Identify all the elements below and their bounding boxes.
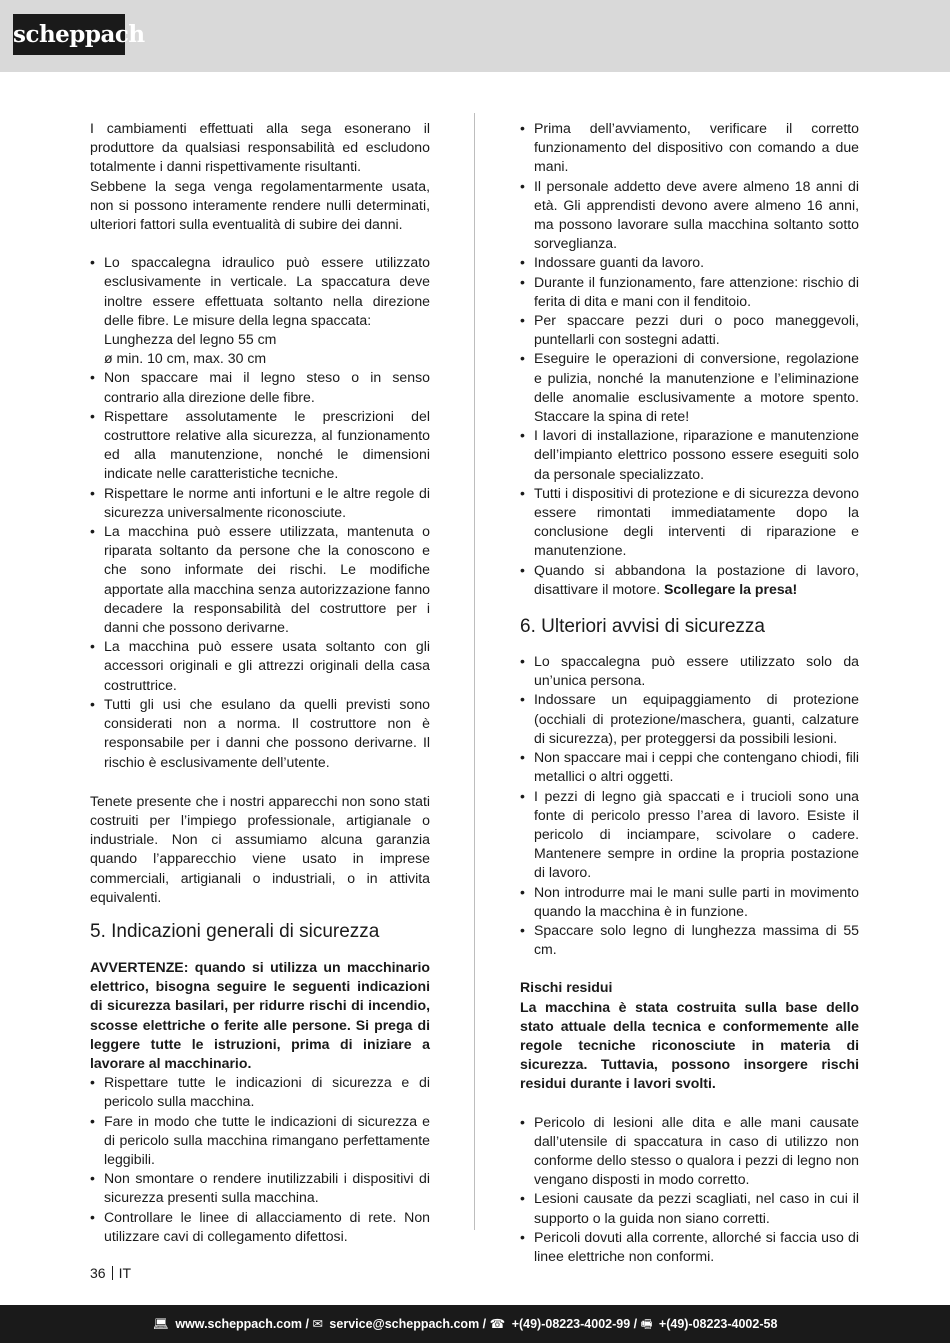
residual-risks-paragraph: La macchina è stata costruita sulla base dello stato attuale della tecnica e conformemente alle regole tecniche riconosciute in materia di sicurezza. Tuttavia, possono insorgere rischi residui durante i lavori svolti.: [520, 998, 859, 1092]
usage-bullet-list: [90, 253, 430, 771]
section-5-heading: 5. Indicazioni generali di sicurezza: [90, 920, 380, 942]
list-item: • Controllare le linee di allacciamento di rete. Non utilizzare cavi di collegamento difettosi.: [90, 1208, 430, 1246]
list-item: • Non spaccare mai i ceppi che contengano chiodi, fili metallici o altri oggetti.: [520, 748, 859, 786]
list-item: • Rispettare assolutamente le prescrizioni del costruttore relative alla sicurezza, al funzionamento ed alla manutenzione, nonché le dimensioni indicate nelle caratteristiche tecniche.: [90, 407, 430, 484]
list-item: • Rispettare le norme anti infortuni e le altre regole di sicurezza universalmente riconosciute.: [90, 484, 430, 522]
section-6-bullet-list: [520, 652, 859, 959]
list-item: • Non smontare o rendere inutilizzabili i dispositivi di sicurezza presenti sulla macchina.: [90, 1169, 430, 1207]
footer-bar: [0, 1305, 950, 1343]
list-item: • Quando si abbandona la postazione di lavoro, disattivare il motore. Scollegare la presa!: [520, 561, 859, 599]
computer-icon: 💻︎: [153, 1317, 169, 1331]
list-item: • Lo spaccalegna può essere utilizzato solo da un’unica persona.: [520, 652, 859, 690]
fax-icon: 🖷︎: [640, 1317, 653, 1331]
operation-bullet-list: [520, 119, 859, 599]
residual-risks-bullet-list: [520, 1113, 859, 1267]
list-item: • Fare in modo che tutte le indicazioni di sicurezza e di pericolo sulla macchina rimangano perfettamente leggibili.: [90, 1112, 430, 1170]
list-item: • Pericoli dovuti alla corrente, allorché si faccia uso di linee elettriche non conformi.: [520, 1228, 859, 1266]
list-item: • Non introdurre mai le mani sulle parti in movimento quando la macchina è in funzione.: [520, 883, 859, 921]
list-item: • Tutti gli usi che esulano da quelli previsti sono considerati non a norma. Il costruttore non è responsabile per i danni che possono derivarne. Il rischio è esclusivamente dell’utente.: [90, 695, 430, 772]
list-item: • I lavori di installazione, riparazione e manutenzione dell’impianto elettrico possono essere eseguiti solo da personale specializzato.: [520, 426, 859, 484]
column-divider: [474, 113, 475, 1230]
list-item: • Pericolo di lesioni alle dita e alle mani causate dall’utensile di spaccatura in caso di utilizzo non conforme dello stesso o qualora i pezzi di legno non vengano disposti in modo corretto.: [520, 1113, 859, 1190]
list-item: • Rispettare tutte le indicazioni di sicurezza e di pericolo sulla macchina.: [90, 1073, 430, 1111]
list-item: • La macchina può essere utilizzata, mantenuta o riparata soltanto da persone che la conoscono e che sono informate dei rischi. Le modifiche apportate alla macchina senza autorizzazione fanno decadere la responsabilità del costruttore per i danni che possono derivarne.: [90, 522, 430, 637]
list-item: • Lesioni causate da pezzi scagliati, nel caso in cui il supporto o la guida non siano corretti.: [520, 1189, 859, 1227]
phone-number: +(49)-08223-4002-99 /: [511, 1317, 638, 1331]
list-item: • Non spaccare mai il legno steso o in senso contrario alla direzione delle fibre.: [90, 368, 430, 406]
list-item: • La macchina può essere usata soltanto con gli accessori originali e gli attrezzi originali della casa costruttrice.: [90, 637, 430, 695]
intro-paragraph-1: I cambiamenti effettuati alla sega esonerano il produttore da qualsiasi responsabilità ed escludono totalmente i danni rispettivamente risultanti.: [90, 120, 430, 175]
fax-number: +(49)-08223-4002-58: [658, 1317, 778, 1331]
right-column: [520, 119, 859, 1266]
list-item: • Per spaccare pezzi duri o poco maneggevoli, puntellarli con sostegni adatti.: [520, 311, 859, 349]
phone-icon: ☎︎: [489, 1317, 506, 1331]
list-item: • I pezzi di legno già spaccati e i trucioli sono una fonte di pericolo presso l’area di lavoro. Esiste il pericolo di inciampare, scivolare o cadere. Mantenere sempre in ordine la propria postazione di lavoro.: [520, 787, 859, 883]
page-number: 36 IT: [90, 1265, 132, 1281]
list-item: • Lo spaccalegna idraulico può essere utilizzato esclusivamente in verticale. La spaccatura deve inoltre essere effettuata soltanto nella direzione delle fibre. Le misure della legna spaccata: Lunghezza del legno 55 cm ø min. 10 cm, max. 30 cm: [90, 253, 430, 368]
website-link[interactable]: www.scheppach.com /: [175, 1317, 309, 1331]
list-item: • Tutti i dispositivi di protezione e di sicurezza devono essere rimontati immediatamente dopo la conclusione degli interventi di riparazione e manutenzione.: [520, 484, 859, 561]
mail-icon: ✉︎: [312, 1317, 323, 1331]
list-item: • Eseguire le operazioni di conversione, regolazione e pulizia, nonché la manutenzione e l’eliminazione delle anomalie esclusivamente a motore spento. Staccare la spina di rete!: [520, 349, 859, 426]
residual-risks-heading: Rischi residui: [520, 979, 613, 996]
list-item: • Il personale addetto deve avere almeno 18 anni di età. Gli apprendisti devono avere almeno 16 anni, ma possono lavorare sulla macchina soltanto sotto sorveglianza.: [520, 177, 859, 254]
language-code: IT: [118, 1265, 132, 1281]
list-item: • Prima dell’avviamento, verificare il corretto funzionamento del dispositivo con comando a due mani.: [520, 119, 859, 177]
section-5-bullet-list: [90, 1073, 430, 1246]
list-item: • Spaccare solo legno di lunghezza massima di 55 cm.: [520, 921, 859, 959]
warning-paragraph: AVVERTENZE: quando si utilizza un macchinario elettrico, bisogna seguire le seguenti indicazioni di sicurezza basilari, per ridurre rischi di incendio, scosse elettriche o ferite alle persone. Si prega di leggere tutte le istruzioni, prima di iniziare a lavorare al macchinario.: [90, 958, 430, 1071]
email-link[interactable]: service@scheppach.com /: [329, 1317, 487, 1331]
section-6-heading: 6. Ulteriori avvisi di sicurezza: [520, 616, 765, 638]
intro-paragraph-2: Sebbene la sega venga regolamentarmente usata, non si possono interamente rendere nulli determinati, ulteriori fattori sulla eventualità di subire dei danni.: [90, 177, 430, 233]
list-item: • Indossare guanti da lavoro.: [520, 253, 859, 272]
note-paragraph: Tenete presente che i nostri apparecchi non sono stati costruiti per l’impiego professionale, artigianale o industriale. Non ci assumiamo alcuna garanzia quando l’apparecchio viene usato in imprese commerciali, artigianali o industriali, o in attivita equivalenti.: [90, 792, 430, 905]
list-item: • Durante il funzionamento, fare attenzione: rischio di ferita di dita e mani con il fenditoio.: [520, 273, 859, 311]
unplug-warning: Scollegare la presa!: [664, 580, 798, 597]
scheppach-logo: scheppach: [13, 14, 125, 55]
header-bar: [0, 0, 950, 72]
left-column: [90, 119, 430, 1246]
page-number-separator: [112, 1266, 113, 1280]
list-item: • Indossare un equipaggiamento di protezione (occhiali di protezione/maschera, guanti, calzature di sicurezza), per proteggersi da possibili lesioni.: [520, 690, 859, 748]
